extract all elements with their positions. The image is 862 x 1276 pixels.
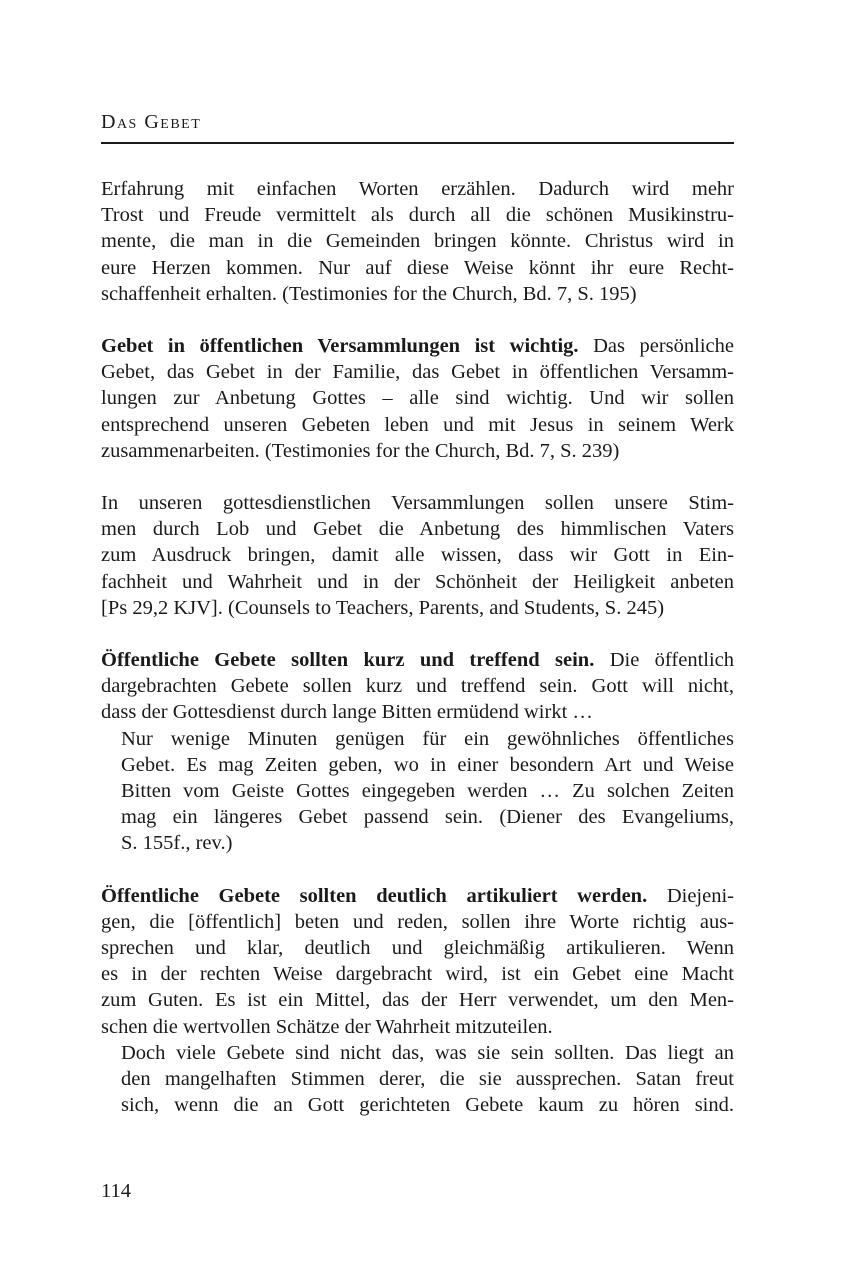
text-line: zusammenarbeiten. (Testimonies for the Church, Bd. 7, S. 239) [101,439,620,462]
paragraph [101,1040,734,1119]
text-line: mente, die man in die Gemeinden bringen könnte. Christus wird in [101,230,734,253]
text-line: sich, wenn die an Gott gerichteten Gebete kaum zu hören sind. [121,1094,734,1117]
paragraph [101,883,734,1040]
text-line: gen, die [öffentlich] beten und reden, sollen ihre Worte richtig aus- [101,910,734,933]
text-line: zum Ausdruck bringen, damit alle wissen, dass wir Gott in Ein- [101,544,734,567]
section-heading: Öffentliche Gebete sollten kurz und treffend sein. [101,649,595,672]
text-run: Diejeni- [647,884,734,907]
section-heading: Öffentliche Gebete sollten deutlich artikuliert werden. [101,884,648,907]
text-line: men durch Lob und Gebet die Anbetung des himmlischen Vaters [101,518,734,541]
text-line [101,883,734,909]
text-line: schaffenheit erhalten. (Testimonies for the Church, Bd. 7, S. 195) [101,282,637,305]
body-text [101,176,734,1119]
text-line: es in der rechten Weise dargebracht wird, ist ein Gebet eine Macht [101,963,734,986]
text-line: zum Guten. Es ist ein Mittel, das der Herr verwendet, um den Men- [101,989,734,1012]
text-line: Nur wenige Minuten genügen für ein gewöhnliches öffentliches [121,727,734,750]
book-page [101,0,734,1276]
text-line: dargebrachten Gebete sollen kurz und treffend sein. Gott will nicht, [101,675,734,698]
text-line: Doch viele Gebete sind nicht das, was sie sein sollten. Das liegt an [121,1041,734,1064]
page-number: 114 [101,1180,131,1202]
text-line: lungen zur Anbetung Gottes – alle sind wichtig. Und wir sollen [101,387,734,410]
text-line: Erfahrung mit einfachen Worten erzählen. Dadurch wird mehr [101,178,734,200]
running-head: Das Gebet [101,111,202,133]
text-line [101,333,734,359]
text-line: sprechen und klar, deutlich und gleichmäßig artikulieren. Wenn [101,937,734,960]
text-line: den mangelhaften Stimmen derer, die sie aussprechen. Satan freut [121,1068,734,1091]
text-line: Trost und Freude vermittelt als durch all die schönen Musikinstru- [101,204,734,227]
paragraph [101,333,734,464]
text-line: In unseren gottesdienstlichen Versammlungen sollen unsere Stim- [101,492,734,515]
paragraph [101,490,734,621]
text-line: dass der Gottesdienst durch lange Bitten ermüdend wirkt … [101,701,593,724]
text-line: Gebet. Es mag Zeiten geben, wo in einer besondern Art und Weise [121,753,734,776]
paragraph [101,647,734,726]
paragraph [101,176,734,307]
header-rule [101,142,734,144]
text-line: eure Herzen kommen. Nur auf diese Weise könnt ihr eure Recht- [101,256,734,279]
section-heading: Gebet in öffentlichen Versammlungen ist wichtig. [101,335,579,358]
paragraph [101,726,734,857]
text-line: mag ein längeres Gebet passend sein. (Diener des Evangeliums, [121,806,734,829]
text-line: Gebet, das Gebet in der Familie, das Gebet in öffentlichen Versamm- [101,361,734,384]
text-line: fachheit und Wahrheit und in der Schönheit der Heiligkeit anbeten [101,570,734,593]
text-line: [Ps 29,2 KJV]. (Counsels to Teachers, Parents, and Students, S. 245) [101,596,665,619]
text-line: entsprechend unseren Gebeten leben und mit Jesus in seinem Werk [101,413,734,436]
text-line: S. 155f., rev.) [121,832,233,855]
text-line [101,647,734,673]
text-run: Die öffentlich [594,649,735,672]
text-line: schen die wertvollen Schätze der Wahrheit mitzuteilen. [101,1015,553,1038]
text-line: Bitten vom Geiste Gottes eingegeben werden … Zu solchen Zeiten [121,780,734,803]
text-run: Das persönliche [578,335,734,358]
